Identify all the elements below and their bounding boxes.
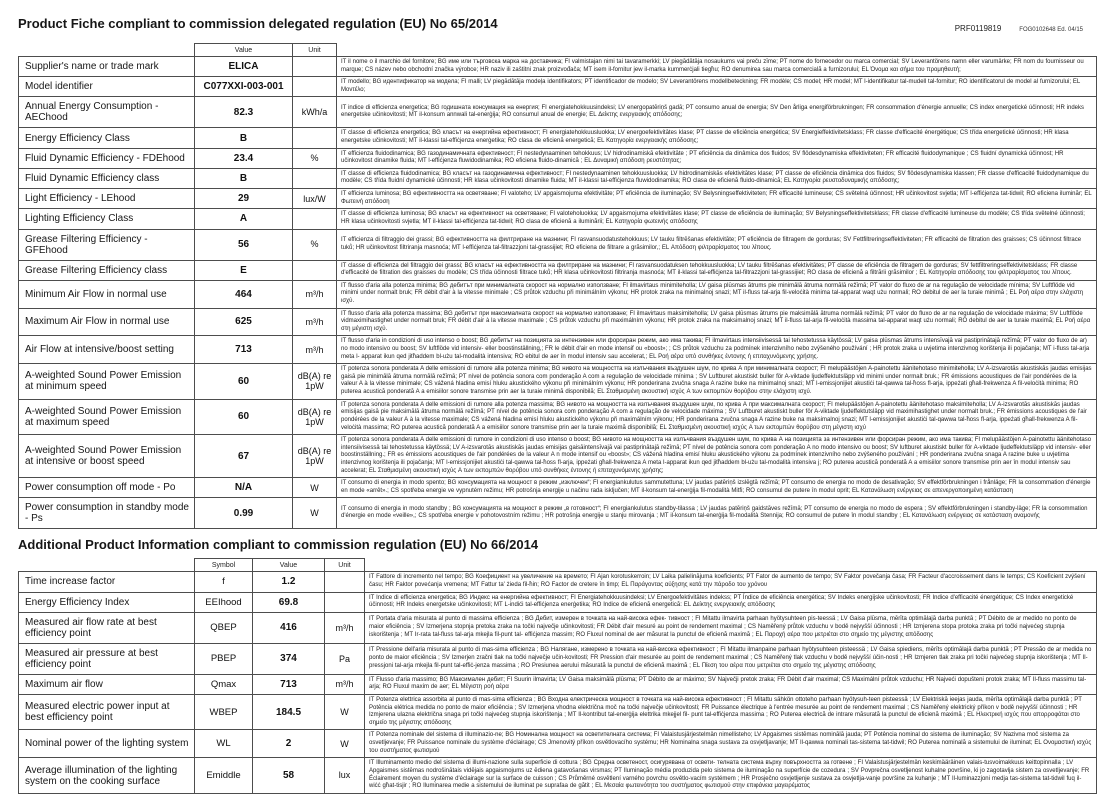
row-value: 713: [253, 674, 325, 694]
row-value: 464: [195, 280, 293, 308]
row-unit: [293, 128, 337, 148]
row-symbol: f: [195, 572, 253, 592]
table-row: [19, 674, 1097, 694]
row-label: Measured electric power input at best efficiency point: [19, 695, 195, 730]
row-description: IT Illuminamento medio del sistema di illumi-nazione sulla superficie di cottura ; BG Средна осветеност, осигурявана от освети- телната система върху повърхността за готвене ; FI Valaistusjärjestelmän keskimääräinen valais-tusvoimakkuus keittopinnalla ; LV Apgaismes sistēmas nodrošinātais vidējais apgaismojums uz ēdiena gatavošanas virsmas; PT Iluminação média produzida pelo sistema de iluminação na superfície de cozedura ; SV Povprečna osvetljenost kuhalne površine, ki jo zagotavlja sistem za osvetljevanje; FR Éclairement moyen du système d'éclairage sur la surface de cuisson ; CS Průměrné osvětlení varného povrchu osvětlo-vacím systémem ; HR Prosječno osvjetljenje sustava za osvjetlja-vanje površine za kuhanje ; MT Il-luminazzjoni medja tas-sistema tat-tidwil fuq il-wiċċ għat-tisjir ; RO Iluminarea medie a sistemului de iluminat pe suprafaa de gătit ; EL Μεσαία φωτεινότητα του συστήματος φωτισμού στην επιφάνεια μαγειρέματος: [365, 758, 1097, 793]
table-row: [19, 168, 1097, 188]
row-unit: m³/h: [293, 308, 337, 336]
unit-column-header: Unit: [325, 559, 365, 572]
row-description: IT classe di efficienza del filtraggio dei grassi; BG класът на ефективността на филтриране на мазнини; FI rasvansuodatuksen tehokkuusluokka; LV tauku filtrēšanas efektivitātes; PT classe de eficiência de filtragem de gorduras; SV fettfiltreringseffektivitetsklass; FR classe d'efficacité de filtration des graisses du modèle; CS třída účinnosti filtrace tuků; HR klasa učinkovitosti filtriranja masnoća; MT il-klassi tal-effiċjenza tal-filtrazzjoni tal-grassijiet; RO clasa de eficienă a filtrării grăsimilor ; EL Κατηγορία απόδοσης του φιλτραρίσματος του λίπους.: [337, 260, 1097, 280]
row-description: IT efficienza fluidodinamica; BG газодинамичната ефективност; FI nestedynaaminen tehokkuus; LV hidrodinamiskā efektivitāte ; PT eficiência da dinâmica dos fluidos; SV flödesdynamiska effektiviteten; FR efficacité fluidodymanique ; CS fluidní dynamická účinnost; HR učinkovitost dinamike fluida; MT l-effiċjenza fluwidodinamika; RO eficiena fluido-dinamică ; EL Δυναμική απόδοση ρευστότητας;: [337, 148, 1097, 168]
table-row: [19, 730, 1097, 758]
row-label: Average illumination of the lighting system on the cooking surface: [19, 758, 195, 793]
row-value: 1.2: [253, 572, 325, 592]
row-label: Energy Efficiency Index: [19, 592, 195, 612]
row-label: A-weighted Sound Power Emission at minimum speed: [19, 364, 195, 399]
product-fiche-table: [18, 43, 1097, 529]
row-description: IT efficienza di filtraggio dei grassi; BG ефективността на филтриране на мазнини; FI rasvansuodatustehokkuus; LV tauku filtrēšanas efektivitāte; PT eficiência de filtragem de gorduras; SV Fettfiltreringseffektiviteten; FR efficacité de filtration des graisses; CS účinnost filtrace tuků; HR učinkovitost filtriranja masnoća; MT l-effiċjenza tal-filtrazzjoni tal-grassijiet; RO eficiena de filtrare a grăsimilor,; EL Απόδοση φιλτραρίσματος του λίπους.: [337, 229, 1097, 260]
row-label: Minimum Air Flow in normal use: [19, 280, 195, 308]
row-description: IT classe di efficienza luminosa; BG класът на ефективност на осветяване; FI valoteholuokka; LV apgaismojuma efektivitātes klase; PT classe de eficiência de iluminação; SV Belysningseffektivitetsklass; FR classe d'efficacité lumineuse du modèle; CS třída světelné účinnosti; HR klasa učinkovitosti svjetla; MT il-klassi tal-effiċjenza tat-tidwil; RO clasa de eficienă a iluminării; EL Κατηγορία φωτεινής απόδοσης: [337, 209, 1097, 229]
row-unit: kWh/a: [293, 97, 337, 128]
row-label: Measured air flow rate at best efficiency point: [19, 612, 195, 643]
table-row: [19, 758, 1097, 793]
row-description: IT Fattore di incremento nel tempo; BG Коефициент на увеличение на времето; FI Ajan korotuskerroin; LV Laika palielinājuma koeficients; PT Fator de aumento de tempo; SV Faktor povečanja časa; FR Facteur d'accroissement dans le temps; CS Koeficient zvýšení času; HR Faktor povećanja vremena; MT Fattur ta' żieda fil-ħin; RO Factor de cretere în timp; EL Παράγοντας αύξησης κατά την πάροδο του χρόνου: [365, 572, 1097, 592]
row-description: IT flusso d'aria in condizioni di uso intenso o boost; BG дебитът на позицията за интензивен или форсиран режим, ако има такива; FI ilmavirtaus intensiivisessä tai tehostetussa käytössä; LV gaisa plūsmas ātrums intensīvajā vai pastiprinātajā režīmā; PT valor do fluxo de ar) no modo intensivo ou boost; SV luftflöde vid intensiv- eller boostinställning,; FR le débit d'air en mode intensif ou «boost»; ; CS průtok vzduchu za podmínek intenzivního nebo zvýšeného používání ; HR protok zraka u uvjetima intenzivnog korištenja ili pojačanja; MT i-fluss tal-arja meta l- apparat ikun qed jitħaddem bl-użu tal-modalità intensiva; RO ebitul de aer în modul intensiv sau accelerat,; EL Ροή αέρα υπό συνθήκες έντονης ή επιταχυνόμενης χρήσης.: [337, 336, 1097, 364]
table-row: [19, 77, 1097, 97]
table-row: [19, 229, 1097, 260]
table-row: [19, 592, 1097, 612]
header-spacer: [19, 44, 195, 57]
row-description: IT potenza sonora ponderata A delle emissioni di rumore in condizioni di uso intenso o boost; BG нивото на мощността на излъчвания въздушен шум, по крива А на позицията за интензивен или форсиран режим, ако има такива; FI melupäästöjen A-painotettu äänitehotaso intensiivisessä tai tehostetussa käytössä; LV A-izsvarotās akustiskās jaudas emisijas gaisāintensīvajā vai pastiprinātajā režīmā; PT nível de potência sonora com ponderação A no modo intensivo ou boost; SV luftburet akustiskt buller för A-viktade ljudeffektutsläpp vid intensiv- eller boostinställning.; FR es émissions acoustiques de l'air pondérées de la valeur A n mode intensif ou «boost»; CS vážená hladina emisí hluku akustického výkonu za podmínek intenzivního nebo zvýšeného používání ; HR ponderirana zvučna snaga A razine buke u uvjetima intenzivnog korištenja ili pojačanja; MT l-emissjonijiet akustiċi tal-qawwa tal-ħoss fl-arja, ippeżati għall-frekwenza A meta l-apparat ikun qed jitħaddem bl-użu tal-modalità intensiva j; RO puterea acustică ponderată A a emisiilor sonore transmise prin aer în modul intensiv sau accelerat; EL Σταθμισμένη ακουστική ισχύς A των εκπομπών θορύβου υπό συνθήκες έντονης ή επιταχυνόμενης χρήσης;: [337, 435, 1097, 478]
doc-code-edition: FOG0102648 Ed. 04/15: [1019, 27, 1083, 33]
row-label: Grease Filtering Efficiency - GFEhood: [19, 229, 195, 260]
row-label: Power consumption off mode - Po: [19, 478, 195, 498]
doc-ref-number: PRF0119819: [954, 24, 1002, 33]
row-value: N/A: [195, 478, 293, 498]
row-value: 60: [195, 364, 293, 399]
fiche-header-row: [19, 44, 1097, 57]
row-description: IT indice di efficienza energetica; BG годишната консумация на енергия; FI energiatehokkuusindeksi; LV energopatēriņš gadā; PT consumo anual de energia; SV Den årliga energiförbrukningen; FR consommation d'énergie annuelle; CS index energetické účinnosti; HR indeks energetske učinkovitosti; MT il-konsum annwali tal-enerġija; RO consumul anual de energie; EL Δείκτης ενεργειακής απόδοσης;: [337, 97, 1097, 128]
row-description: IT flusso d'aria alla potenza minima; BG дебитът при минималната скорост на нормално използване; FI ilmavirtaus minimiteholla; LV gaisa plūsmas ātrums pie minimālā ātruma normālā režīmā; PT valor do fluxo de ar na regulação de velocidade mínima; SV Luftflöde vid minimi under normalt bruk; FR débit d'air à la vitesse minimale ; CS průtok vzduchu při minimálním výkonu; HR protok zraka na minimalnoj snazi; MT il-fluss tal-arja fil-veloċità minima tal-apparat waqt użu normali; RO debitul de aer la turaie minimă ; EL Ροή αέρα στην ελάχιστη ισχύ.: [337, 280, 1097, 308]
row-unit: m³/h: [293, 336, 337, 364]
table-row: [19, 695, 1097, 730]
header-spacer: [19, 559, 195, 572]
row-value: 2: [253, 730, 325, 758]
row-unit: %: [293, 229, 337, 260]
row-label: Maximum air flow: [19, 674, 195, 694]
row-label: Light Efficiency - LEhood: [19, 189, 195, 209]
row-unit: m³/h: [293, 280, 337, 308]
row-value: 67: [195, 435, 293, 478]
table-row: [19, 57, 1097, 77]
row-value: 58: [253, 758, 325, 793]
additional-info-table: [18, 558, 1097, 793]
row-description: IT Flusso d'aria massimo; BG Максимален дебит; FI Suurin ilmavirta; LV Gaisa maksimālā plūsma; PT Débito de ar máximo; SV Največji pretok zraka; FR Débit d'air maximal; CS Maximální průtok vzduchu; HR Najveći dopušteni protok zraka; MT Il-fluss massimu tal-arja; RO Fluxul maxim de aer; EL Μέγιστη ροή αέρα: [365, 674, 1097, 694]
table-row: [19, 364, 1097, 399]
fiche-title: Product Fiche compliant to commission delegated regulation (EU) No 65/2014: [18, 16, 498, 31]
table-row: [19, 435, 1097, 478]
table-row: [19, 572, 1097, 592]
table-row: [19, 399, 1097, 434]
row-value: B: [195, 168, 293, 188]
row-value: 56: [195, 229, 293, 260]
row-value: C077XXI-003-001: [195, 77, 293, 97]
document-references: [955, 12, 1099, 36]
table-row: [19, 478, 1097, 498]
row-unit: Pa: [325, 643, 365, 674]
row-value: ELICA: [195, 57, 293, 77]
row-value: 69.8: [253, 592, 325, 612]
row-label: Maximum Air Flow in normal use: [19, 308, 195, 336]
row-label: A-weighted Sound Power Emission at maximum speed: [19, 399, 195, 434]
row-label: Supplier's name or trade mark: [19, 57, 195, 77]
row-label: Grease Filtering Efficiency class: [19, 260, 195, 280]
row-unit: %: [293, 148, 337, 168]
row-value: A: [195, 209, 293, 229]
row-value: 0.99: [195, 498, 293, 529]
row-description: IT il nome o il marchio del fornitore; BG име или търговска марка на доставчика; FI valmistajan nimi tai tavaramerkki; LV piegādātāja nosaukums vai preču zīme; PT nome do fornecedor ou marca comercial; SV Leverantörens namn eller varumärke; FR nom du fournisseur ou marque; CS název nebo obchodní značka výrobce; HR naziv ili zaštitni znak proizvođača; MT isem il-fornitur jew il-marka kummerċjali tiegħu; RO denumirea sau marca comercială a furnizorului; EL Όνομα και σήμα του προμηθευτή;: [337, 57, 1097, 77]
table-row: [19, 148, 1097, 168]
row-value: 625: [195, 308, 293, 336]
table-row: [19, 612, 1097, 643]
row-label: Annual Energy Consumption - AEChood: [19, 97, 195, 128]
header-spacer: [365, 559, 1097, 572]
row-label: A-weighted Sound Power Emission at intensive or boost speed: [19, 435, 195, 478]
row-label: Nominal power of the lighting system: [19, 730, 195, 758]
table-row: [19, 308, 1097, 336]
row-unit: dB(A) re 1pW: [293, 435, 337, 478]
row-value: 184.5: [253, 695, 325, 730]
row-description: IT consumo di energia in modo standby ; BG консумацията на мощност в режим „в готовност“; FI energiankulutus standby-tilassa ; LV jaudas patēriņš gaidstāves režīmā; PT consumo de energia no modo de espera ; SV effektförbrukningen i standby-läge; FR la consommation d'énergie en mode «veille»,; CS spotřeba energie v pohotovostním režimu ; HR potrošnja energije u stanju mirovanja ; MT il-konsum tal-enerġija fil-modalità Stennija; RO consumul de putere în modul standby ; EL Κατανάλωση ενέργειας σε κατάσταση αναμονής: [337, 498, 1097, 529]
row-symbol: WL: [195, 730, 253, 758]
table-row: [19, 280, 1097, 308]
row-label: Air Flow at intensive/boost setting: [19, 336, 195, 364]
row-label: Measured air pressure at best efficiency point: [19, 643, 195, 674]
row-description: IT potenza sonora ponderata A delle emissioni di rumore alla potenza minima; BG нивото на мощността на излъчвания въздушен шум, по крива А при минималната скорост; FI melupäästöjen A-painotettu äänitehotaso minimiteholla; LV A-izsvarotās akustiskās jaudas emisijas gaisā pie minimālā ātruma normālā režīmā; PT nível de potência sonora com ponderação A com a regulação de velocidade mínima ; SV Luftburet akustiskt buller för A-viktade ljudeffektutsläpp vid minimi under normalt bruk.; FR émissions acoustiques de l'air pondérées de la valeur A à la vitesse minimale; CS vážená hladina emisí hluku akustického výkonu při minimálním výkonu; HR ponderirana zvučna snaga A razine buke na minimalnoj snazi; MT l-emissjonijiet akustiċi tal-qawwa tal-ħoss fl-arja, ippeżati għall-frekwenza A fil-veloċità minima; RO puterea acustică ponderată A a emisiilor sonore transmise prin aer la turaie minimă disponibilă; EL Σταθμισμένη ακουστική ισχύς A των εκπομπών θορύβου στην ελάχιστη ισχύ.: [337, 364, 1097, 399]
table-row: [19, 128, 1097, 148]
unit-column-header: Unit: [293, 44, 337, 57]
row-description: IT Potenza nominale del sistema di illuminazio-ne; BG Номинална мощност на осветителната система; FI Valaistusjärjestelmän nimellisteho; LV Apgaismes sistēmas nominālā jauda; PT Potência nominal do sistema de iluminação; SV Nazivna moč sistema za osvetljevanje; FR Puissance nominale du système d'éclairage; CS Jmenovitý příkon osvětlovacího systému; HR Nominalna snaga sustava za osvjetljavanje; MT Il-qawwa nominali tas-sistema tat-tidwil; RO Puterea nominală a sistemului de iluminat; EL Ονομαστική ισχύς του συστήματος φωτισμού: [365, 730, 1097, 758]
row-symbol: QBEP: [195, 612, 253, 643]
row-unit: W: [325, 695, 365, 730]
row-label: Lighting Efficiency Class: [19, 209, 195, 229]
row-unit: dB(A) re 1pW: [293, 399, 337, 434]
row-symbol: PBEP: [195, 643, 253, 674]
row-unit: [325, 572, 365, 592]
row-label: Energy Efficiency Class: [19, 128, 195, 148]
row-description: IT classe di efficienza fluidodinamica; BG класът на газодинамична ефективност; FI nestedynaaminen tehokkuusluokka; LV hidrodinamiskās efektivitātes klase; PT classe de eficiência dinâmica dos fluidos; SV flödesdynamiska klassen; FR classe d'efficacité fluidodynamique du modèle; CS třída fluidní dynamické účinnosti; HR klasa učinkovitosti dinamike fluida; MT il-klassi tal-effiċjenza fluwidodinamika; RO clasa de eficienă fluido-dinamică; EL Κατηγορία ρευστοδυναμικής απόδοσης;: [337, 168, 1097, 188]
row-unit: W: [293, 498, 337, 529]
row-description: IT modello; BG идентификатор на модела; FI malli; LV piegādātāja modeļa identifikators; PT identificador de modelo; SV Leverantörens modellbeteckning; FR modèle; CS model; HR model; MT l-identifikatur tal-mudell tal-fornitur; RO identificatorul de model al furnizorului; EL Μοντέλο;: [337, 77, 1097, 97]
page-header: [18, 12, 1099, 36]
row-symbol: EEIhood: [195, 592, 253, 612]
table-row: [19, 189, 1097, 209]
row-unit: [293, 57, 337, 77]
row-value: B: [195, 128, 293, 148]
row-value: 82.3: [195, 97, 293, 128]
row-label: Fluid Dynamic Efficiency class: [19, 168, 195, 188]
row-label: Fluid Dynamic Efficiency - FDEhood: [19, 148, 195, 168]
row-value: 374: [253, 643, 325, 674]
row-value: 60: [195, 399, 293, 434]
row-description: IT flusso d'aria alla potenza massima; BG дебитът при максималната скорост на нормално използване; FI ilmavirtaus maksimiteholla; LV gaisa plūsmas ātrums pie maksimālā ātruma normālā režīmā; PT valor do fluxo de ar na regulação de velocidade máxima; SV Luftflöde vidmaximihastighet under normalt bruk; FR débit d'air à la vitesse maximale ; CS průtok vzduchu při maximálním výkonu; HR protok zraka na maksimalnoj snazi; MT il-fluss tal-arja fil-veloċità massima tal-apparat waqt użu normali; RO debitul de aer la turaie maximă; EL Ροή αέρα στη μέγιστη ισχύ.: [337, 308, 1097, 336]
table-row: [19, 97, 1097, 128]
row-symbol: Qmax: [195, 674, 253, 694]
row-unit: [293, 209, 337, 229]
row-description: IT Potenza elettrica assorbita al punto di mas-sima efficienza ; BG Входна електрическа мощност в точката на най-висока ефективност ; FI Mitattu sähkön ottoteho parhaan hyötysuh-teen pisteessä ; LV Elektriskā ieejas jauda, mērīta optimālajā darba punktā ; PT Potência elétrica medida no ponto de maior eficiência ; SV Izmerjena vhodna električna moč na točki največje učinkovitosti; FR Puissance électrique à l'entrée mesurée au point de rendement maximal ; CS Naměřený elektrický příkon v bodě nejvyšší účinnosti ; HR Izmjerena ulazna električna snaga pri točki najvećeg stupnja iskorištenja ; MT Il-kontribut tal-enerġija elettrika mkejjel fil- punt tal-effiċjenza massima ; RO Puterea electrică de intrare măsurată la punctul de eficienă maximă ; EL Ηλεκτρική ισχύς που απορροφάται στο σημείο της μέγιστης απόδοσης: [365, 695, 1097, 730]
row-label: Time increase factor: [19, 572, 195, 592]
value-column-header: Value: [195, 44, 293, 57]
additional-info-title: Additional Product Information compliant to commission regulation (EU) No 66/2014: [18, 537, 539, 553]
additional-header-row: [19, 559, 1097, 572]
row-value: 23.4: [195, 148, 293, 168]
row-description: IT Indice di efficienza energetica; BG Индекс на енергийна ефективност; FI Energiatehokkuusindeksi; LV Energoefektivitātes indekss; PT Índice de eficiência energética; SV Indeks energijske učinkovitosti; FR Indice d'efficacité énergétique; CS Index energetické účinnosti; HR Indeks energetske učinkovitosti; MT L-indići tal-effiċjenza enerġetika; RO Indice de eficienă energetică: EL Δείκτης ενεργειακής απόδοσης: [365, 592, 1097, 612]
row-description: IT classe di efficienza energetica; BG класът на енергийна ефективност; FI energiatehokkuusluokka; LV energoefektivitātes klase; PT classe de eficiência energética; SV Energieffektivitetsklass; FR classe d'efficacité énergétique; CS třída energetické účinnosti; HR klasa energetske učinkovitosti; MT il-klassi tal-effiċjenza enerġetika; RO clasa de eficienă energetică; EL Κατηγορία ενεργειακής απόδοσης;: [337, 128, 1097, 148]
row-unit: [293, 260, 337, 280]
row-unit: dB(A) re 1pW: [293, 364, 337, 399]
table-row: [19, 336, 1097, 364]
row-unit: [293, 168, 337, 188]
row-value: E: [195, 260, 293, 280]
row-description: IT efficienza luminosa; BG ефективността на осветяване; FI valoteho; LV apgaismojuma efektivitāte; PT eficiência de iluminação; SV Belysningseffektiviteten; FR efficacité lumineuse; CS světelná účinnost; HR učinkovitost svjetla; MT l-effiċjenza tat-tidwil; RO eficiena iluminăr; EL Φωτεινή απόδοση: [337, 189, 1097, 209]
row-unit: [293, 77, 337, 97]
row-description: IT Portata d'aria misurata al punto di massima efficienza ; BG Дебит, измерен в точката на най-висока ефек- тивност ; FI Mitattu ilmavirta parhaan hyötysuhteen pis-teessä ; LV Gaisa plūsma, mērīta optimālajā darba punktā ; PT Débito de ar medido no ponto de maior eficiência ; SV Izmerjena stopnja pretoka zraka na točki največje učinkovitosti; FR Débit d'air mesuré au point de rendement maximal ; CS Naměřený průtok vzduchu v bodě nejvyšší účinnosti ; HR Izmjerena stopa protoka zraka pri točki najvećeg stupnja iskorištenja ; MT Ir-rata tal-fluss tal-arja mkejla fil-punt tal- effiċjenza massim; RO Fluxul nominal de aer măsurat la punctul de eficienă maximă ; EL Παροχή αέρα που μετριέται στο σημείο της μέγιστης απόδοσης: [365, 612, 1097, 643]
value-column-header: Value: [253, 559, 325, 572]
row-label: Model identifier: [19, 77, 195, 97]
row-unit: m³/h: [325, 674, 365, 694]
row-description: IT potenza sonora ponderata A delle emissioni di rumore alla potenza massima; BG нивото на мощността на излъчвания въздушен шум, по крива А при максималната скорост; FI melupäästöjen A-painotettu äänitehotaso maksimiteholla; LV A-izsvarotās akustiskās jaudas emisijas gaisā pie maksimālā ātruma normālā režīmā; PT nível de potência sonora com ponderação A com a regulação de velocidade máxima ; SV Luftburet akustiskt buller för A-viktade ljudeffektutsläpp vid maximihastighet under normalt bruk.; FR émissions acoustiques de l'air pondérées de la valeur A à la vitesse maximale; CS vážená hladina emisí hluku akustického výkonu při maximálním výkonu; HR ponderirana zvučna snaga A razine buke na maksimalnoj snazi; MT l-emissjonijiet akustiċi tal-qawwa tal-ħoss fl-arja, ippeżati għall-frekwenza A fil-veloċità massima; RO puterea acustică ponderată A a emisiilor sonore transmise prin aer la turaie maximă disponibilă; EL Σταθμισμένη ακουστική ισχύς A των εκπομπών θορύβου στη μέγιστη ισχύ: [337, 399, 1097, 434]
row-value: 713: [195, 336, 293, 364]
row-value: 416: [253, 612, 325, 643]
table-row: [19, 498, 1097, 529]
row-label: Power consumption in standby mode - Ps: [19, 498, 195, 529]
header-spacer: [337, 44, 1097, 57]
symbol-column-header: Symbol: [195, 559, 253, 572]
row-value: 29: [195, 189, 293, 209]
row-symbol: Emiddle: [195, 758, 253, 793]
row-description: IT Pressione dell'aria misurata al punto di mas-sima efficienza ; BG Налягане, измерено в точката на най-висока ефективност ; FI Mitattu ilmanpaine parhaan hyötysuhteen pisteessä ; LV Gaisa spiediens, mērīts optimālajā darba punktā ; PT Pressão de ar medida no ponto de maior eficiência ; SV Izmerjen zračni tlak na točki največje učin-kovitosti; FR Pression d'air mesurée au point de rendement maximal ; CS Naměřený tlak vzduchu v bodě nejvyšší účin-nosti ; HR Izmjeren tlak zraka pri točki najvećeg stupnja iskorištenja ; MT Il-pressjoni tal-arja mkejla fil-punt tal-effiċ-jenza massima ; RO Presiunea aerului măsurată la punctul de eficienă maximă ; EL Πίεση του αέρα που μετριέται στο σημείο της μέγιστης απόδοσης: [365, 643, 1097, 674]
table-row: [19, 643, 1097, 674]
row-unit: lux: [325, 758, 365, 793]
row-unit: m³/h: [325, 612, 365, 643]
row-symbol: WBEP: [195, 695, 253, 730]
table-row: [19, 260, 1097, 280]
row-unit: W: [293, 478, 337, 498]
table-row: [19, 209, 1097, 229]
row-unit: [325, 592, 365, 612]
row-unit: W: [325, 730, 365, 758]
row-description: IT consumo di energia in modo spento; BG консумацията на мощност в режим „изключен“; FI energiankulutus sammutettuna; LV jaudas patēriņš izslēgtā režīmā; PT consumo de energia no modo de desativação; SV effektförbrukningen i frånläge; FR la consommation d'énergie en mode «arrêt».; CS spotřeba energie ve vypnutém režimu; HR potrošnja energije u načinu rada isključen; MT il-konsum tal-enerġija fil-modalità Mitfi; RO consumul de putere în modul oprit; EL Κατανάλωση ενέργειας σε απενεργοποιημένη κατάσταση: [337, 478, 1097, 498]
row-unit: lux/W: [293, 189, 337, 209]
